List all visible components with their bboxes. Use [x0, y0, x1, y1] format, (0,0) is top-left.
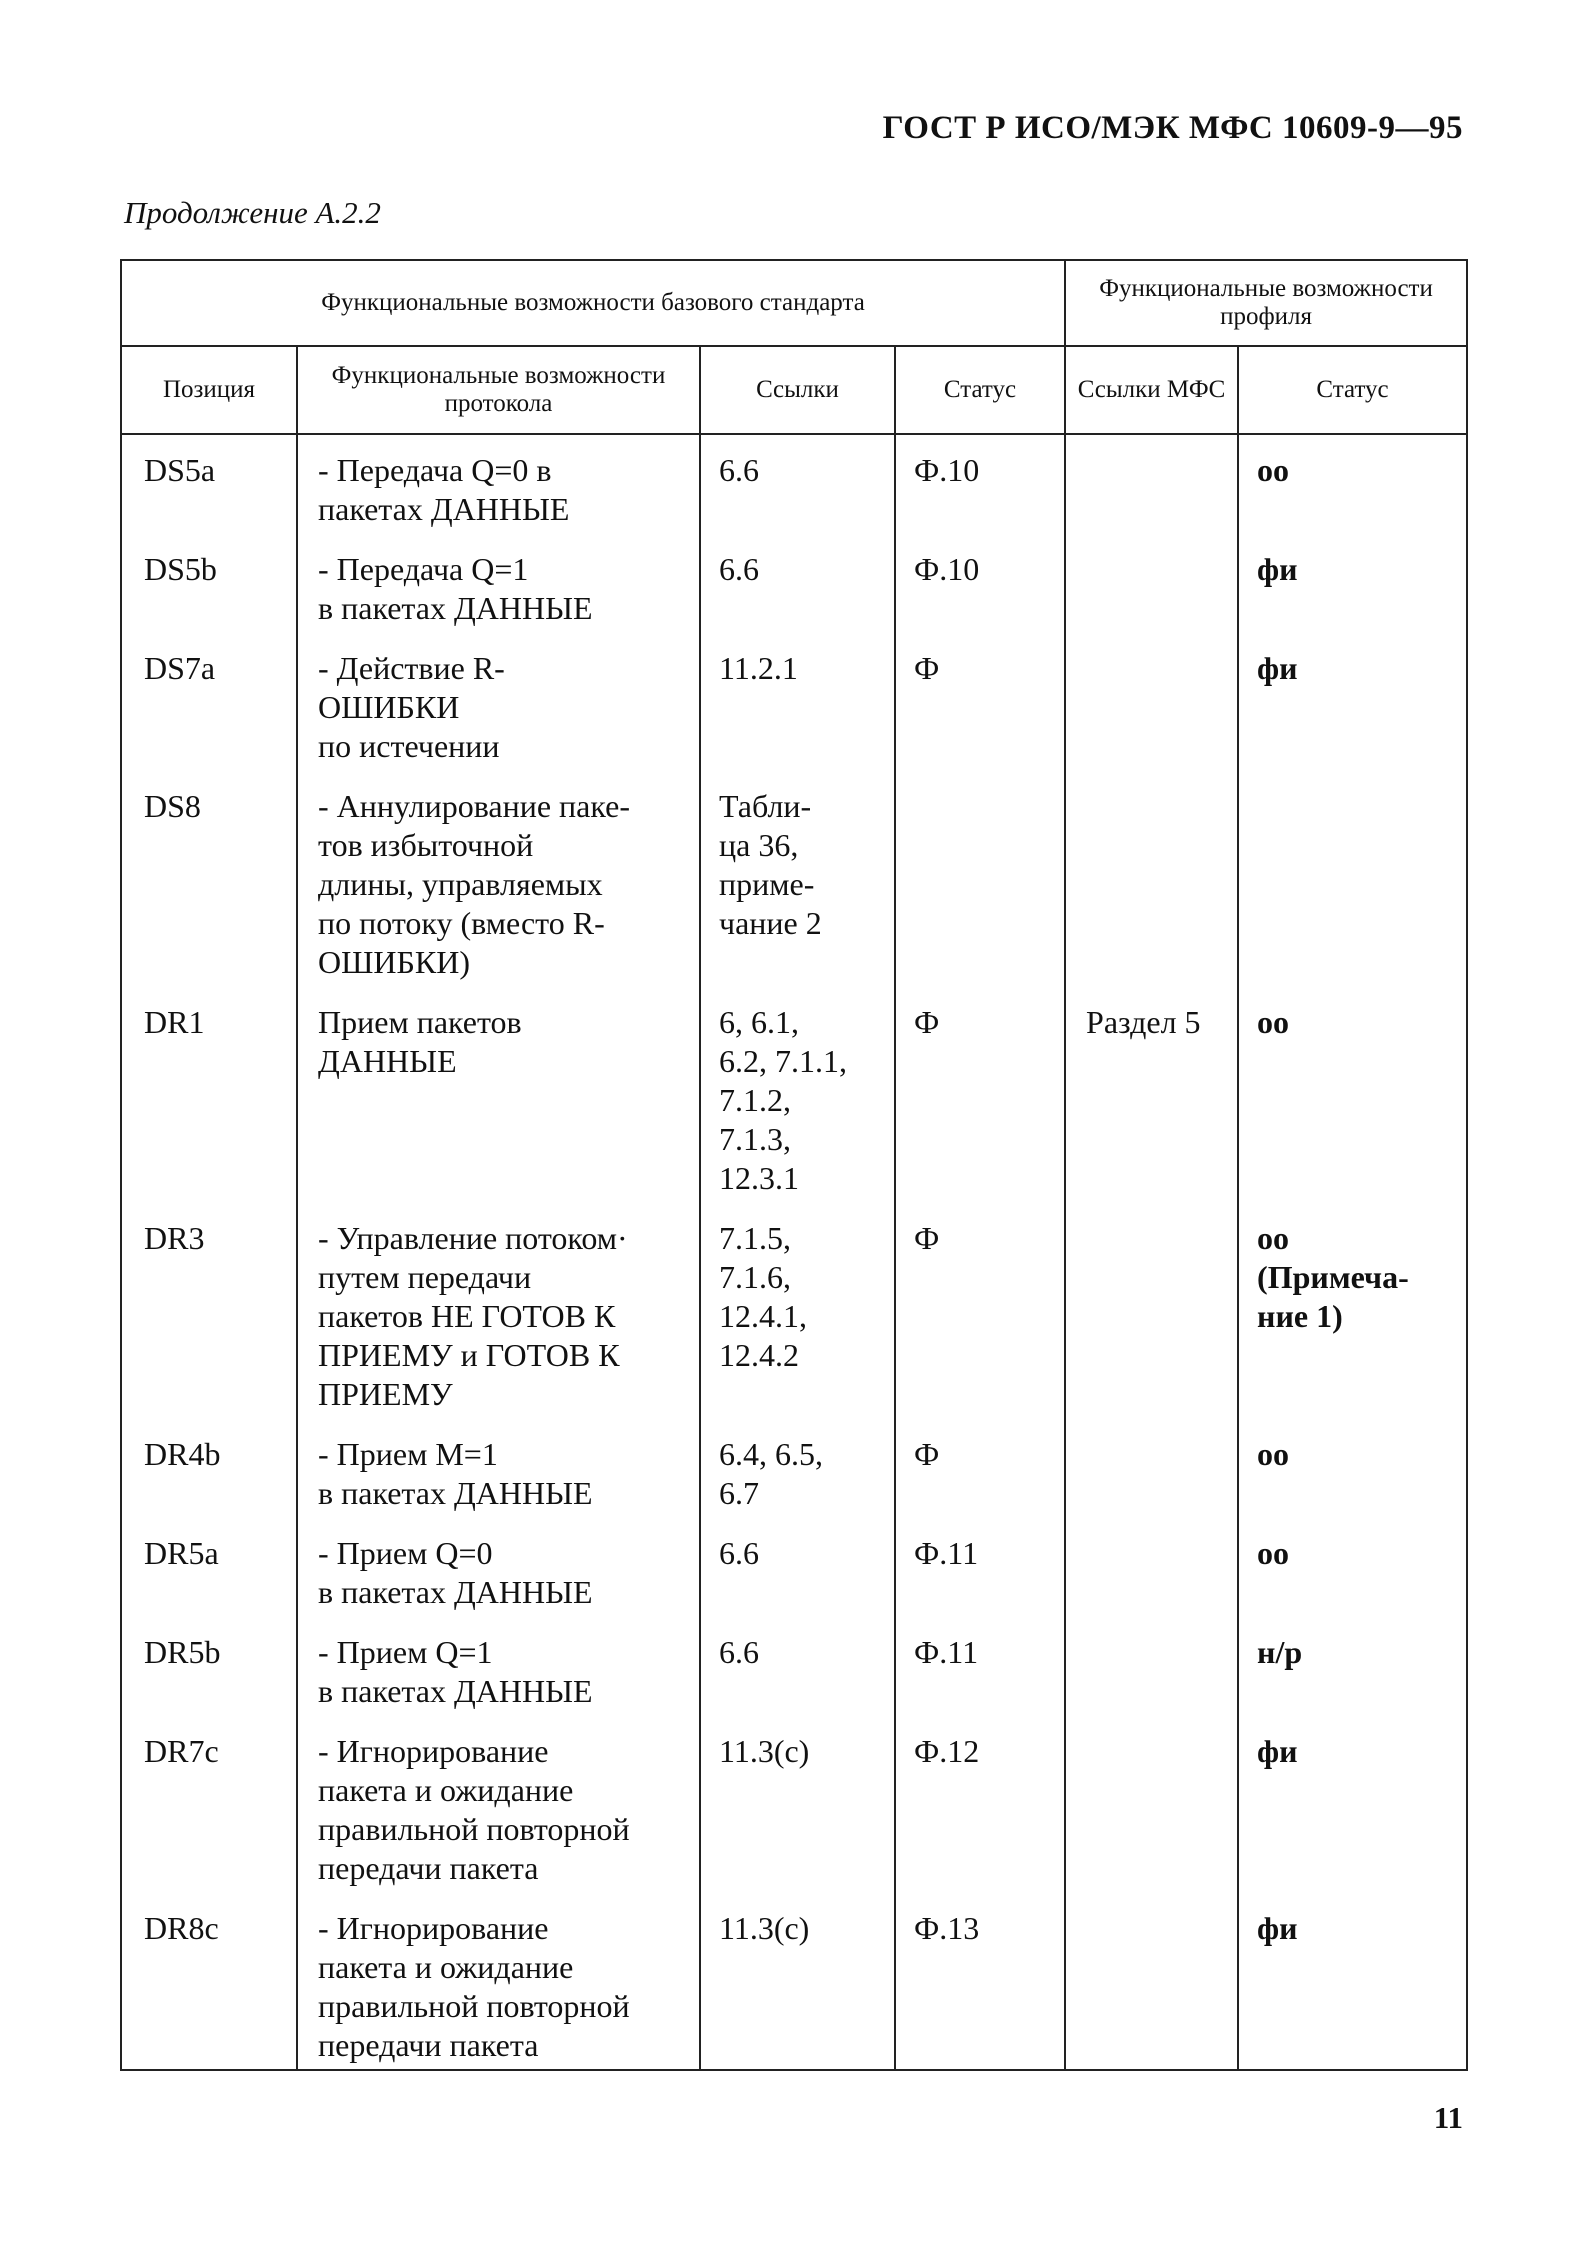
table-row: [121, 777, 1467, 993]
row-profile-status: фи: [1238, 639, 1467, 777]
continuation-label: Продолжение А.2.2: [124, 195, 381, 230]
row-mfs-refs: [1065, 1209, 1238, 1425]
row-mfs-refs: [1065, 639, 1238, 777]
row-mfs-refs: [1065, 540, 1238, 639]
row-refs: 11.3(с): [700, 1899, 895, 2070]
col-header-position: Позиция: [121, 346, 297, 434]
table-row: [121, 434, 1467, 540]
row-profile-status: фи: [1238, 540, 1467, 639]
table-row: [121, 993, 1467, 1209]
table-row: [121, 1623, 1467, 1722]
row-position: DR7c: [121, 1722, 297, 1899]
row-position: DR5b: [121, 1623, 297, 1722]
table-row: [121, 639, 1467, 777]
table-row: [121, 1722, 1467, 1899]
row-function: - Аннулирование паке- тов избыточной длины, управляемых по потоку (вместо R- ОШИБКИ): [297, 777, 700, 993]
row-status: Ф.11: [895, 1524, 1065, 1623]
row-mfs-refs: [1065, 1524, 1238, 1623]
row-function: - Игнорирование пакета и ожидание правильной повторной передачи пакета: [297, 1722, 700, 1899]
row-position: DS8: [121, 777, 297, 993]
row-function: Прием пакетов ДАННЫЕ: [297, 993, 700, 1209]
row-position: DR1: [121, 993, 297, 1209]
row-function: - Передача Q=1 в пакетах ДАННЫЕ: [297, 540, 700, 639]
row-status: Ф.13: [895, 1899, 1065, 2070]
row-mfs-refs: [1065, 777, 1238, 993]
col-header-profile-status: Статус: [1238, 346, 1467, 434]
row-profile-status: оо: [1238, 434, 1467, 540]
capabilities-table: [120, 259, 1468, 2071]
row-status: Ф: [895, 1425, 1065, 1524]
row-refs: 6.6: [700, 540, 895, 639]
row-status: Ф: [895, 639, 1065, 777]
row-function: - Прием Q=1 в пакетах ДАННЫЕ: [297, 1623, 700, 1722]
row-profile-status: н/р: [1238, 1623, 1467, 1722]
row-refs: 6.6: [700, 434, 895, 540]
table-row: [121, 1524, 1467, 1623]
row-status: Ф.12: [895, 1722, 1065, 1899]
row-mfs-refs: Раздел 5: [1065, 993, 1238, 1209]
table-row: [121, 1425, 1467, 1524]
row-refs: 11.3(с): [700, 1722, 895, 1899]
row-profile-status: фи: [1238, 1899, 1467, 2070]
col-header-status: Статус: [895, 346, 1065, 434]
row-profile-status: оо: [1238, 1524, 1467, 1623]
row-refs: Табли- ца 36, приме- чание 2: [700, 777, 895, 993]
row-status: Ф.11: [895, 1623, 1065, 1722]
row-refs: 6.4, 6.5, 6.7: [700, 1425, 895, 1524]
row-function: - Передача Q=0 в пакетах ДАННЫЕ: [297, 434, 700, 540]
row-status: Ф: [895, 1209, 1065, 1425]
table-row: [121, 1899, 1467, 2070]
col-header-function: Функциональные возможности протокола: [297, 346, 700, 434]
row-position: DR8c: [121, 1899, 297, 2070]
row-status: Ф.10: [895, 540, 1065, 639]
row-refs: 6, 6.1, 6.2, 7.1.1, 7.1.2, 7.1.3, 12.3.1: [700, 993, 895, 1209]
row-position: DS5a: [121, 434, 297, 540]
row-profile-status: оо: [1238, 993, 1467, 1209]
row-refs: 11.2.1: [700, 639, 895, 777]
row-refs: 6.6: [700, 1524, 895, 1623]
group-header-profile: Функциональные возможности профиля: [1065, 260, 1467, 346]
row-position: DS5b: [121, 540, 297, 639]
row-profile-status: оо (Примеча- ние 1): [1238, 1209, 1467, 1425]
row-mfs-refs: [1065, 1623, 1238, 1722]
row-profile-status: [1238, 777, 1467, 993]
document-code: ГОСТ Р ИСО/МЭК МФС 10609-9—95: [882, 110, 1463, 146]
table-row: [121, 1209, 1467, 1425]
row-position: DR5a: [121, 1524, 297, 1623]
row-mfs-refs: [1065, 1425, 1238, 1524]
row-function: - Игнорирование пакета и ожидание правильной повторной передачи пакета: [297, 1899, 700, 2070]
table-body: [121, 434, 1467, 2070]
row-function: - Прием Q=0 в пакетах ДАННЫЕ: [297, 1524, 700, 1623]
row-profile-status: фи: [1238, 1722, 1467, 1899]
row-status: Ф: [895, 993, 1065, 1209]
group-header-base: Функциональные возможности базового стандарта: [121, 260, 1065, 346]
table-row: [121, 540, 1467, 639]
row-function: - Управление потоком· путем передачи пакетов НЕ ГОТОВ К ПРИЕМУ и ГОТОВ К ПРИЕМУ: [297, 1209, 700, 1425]
row-mfs-refs: [1065, 1722, 1238, 1899]
row-function: - Действие R- ОШИБКИ по истечении: [297, 639, 700, 777]
col-header-refs: Ссылки: [700, 346, 895, 434]
row-position: DR4b: [121, 1425, 297, 1524]
row-status: Ф.10: [895, 434, 1065, 540]
row-refs: 6.6: [700, 1623, 895, 1722]
row-position: DR3: [121, 1209, 297, 1425]
page-number: 11: [1433, 2100, 1463, 2135]
row-status: [895, 777, 1065, 993]
row-function: - Прием М=1 в пакетах ДАННЫЕ: [297, 1425, 700, 1524]
row-mfs-refs: [1065, 434, 1238, 540]
col-header-mfs-refs: Ссылки МФС: [1065, 346, 1238, 434]
row-mfs-refs: [1065, 1899, 1238, 2070]
row-refs: 7.1.5, 7.1.6, 12.4.1, 12.4.2: [700, 1209, 895, 1425]
row-profile-status: оо: [1238, 1425, 1467, 1524]
row-position: DS7a: [121, 639, 297, 777]
